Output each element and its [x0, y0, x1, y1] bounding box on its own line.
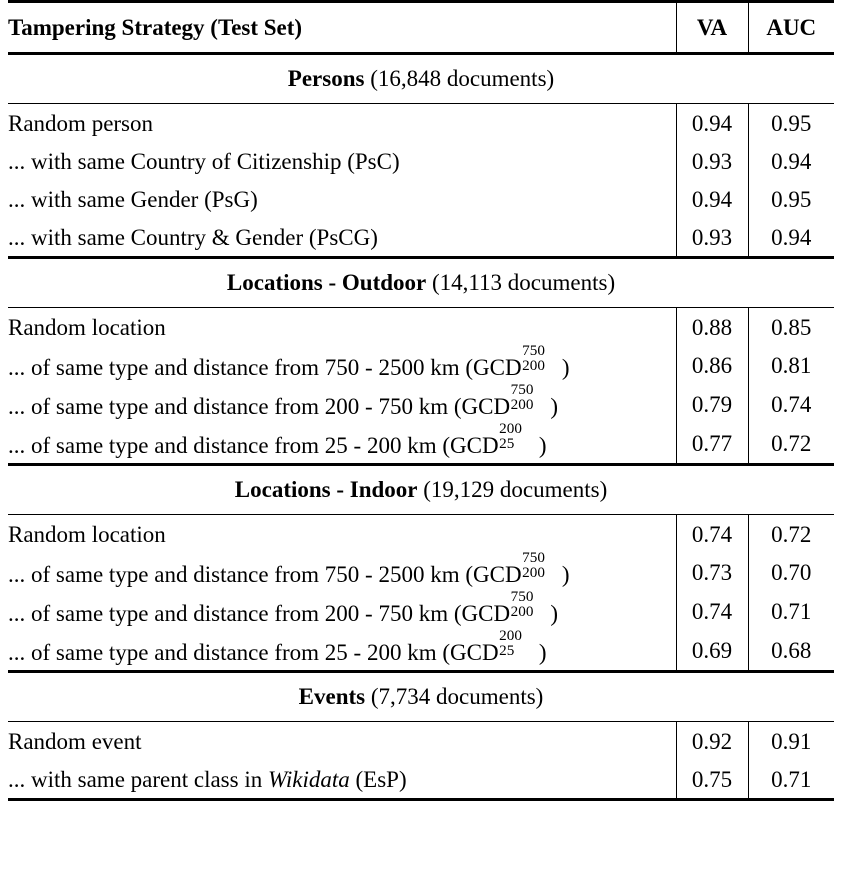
section-name: Locations - Outdoor [226, 270, 427, 295]
auc-value: 0.91 [748, 722, 834, 760]
strategy-cell [8, 308, 676, 346]
auc-value: 0.71 [748, 592, 834, 631]
strategy-label [8, 341, 570, 380]
auc-value: 0.95 [748, 104, 834, 142]
auc-value: 0.85 [748, 308, 834, 346]
table-row [8, 346, 834, 385]
auc-value: 0.94 [748, 142, 834, 180]
strategy-label-pre: ... of same type and distance from 200 - 750 km (GCD [8, 601, 511, 626]
strategy-cell [8, 626, 676, 672]
table-row [8, 631, 834, 672]
va-value: 0.88 [676, 308, 748, 346]
section-header-cell [8, 55, 834, 104]
gcd-superscript: 750 [510, 587, 534, 605]
strategy-cell [8, 380, 676, 424]
gcd-superscript: 200 [499, 626, 522, 644]
table-row [8, 592, 834, 631]
auc-value: 0.71 [748, 760, 834, 800]
strategy-label-pre: ... of same type and distance from 25 - 200 km (GCD [8, 433, 499, 458]
table-bottom-rule [8, 800, 834, 802]
strategy-label [8, 587, 558, 626]
gcd-subscript: 200 [522, 564, 545, 582]
strategy-label-post: ) [550, 394, 558, 419]
table-row [8, 218, 834, 258]
table-row [8, 722, 834, 760]
va-value: 0.75 [676, 760, 748, 800]
strategy-label-pre: ... of same type and distance from 750 - 2500 km (GCD [8, 562, 522, 587]
section-header-row [8, 259, 834, 308]
gcd-superscript: 750 [522, 548, 545, 566]
table-row [8, 385, 834, 424]
gcd-superscript: 750 [510, 380, 534, 398]
strategy-cell [8, 515, 676, 553]
auc-value: 0.70 [748, 553, 834, 592]
rule-line [8, 800, 834, 802]
strategy-label-pre: ... of same type and distance from 25 - 200 km (GCD [8, 640, 499, 665]
va-value: 0.92 [676, 722, 748, 760]
auc-value: 0.68 [748, 631, 834, 672]
strategy-label: Random event [8, 728, 142, 754]
auc-value: 0.74 [748, 385, 834, 424]
va-value: 0.74 [676, 515, 748, 553]
strategy-label: Random location [8, 314, 166, 340]
gcd-range-notation [522, 548, 562, 582]
section-header-row [8, 55, 834, 104]
section-name: Locations - Indoor [234, 477, 418, 502]
column-header-va: VA [676, 3, 748, 54]
va-value: 0.86 [676, 346, 748, 385]
va-value: 0.94 [676, 104, 748, 142]
table-row [8, 760, 834, 800]
strategy-label-pre: ... with same parent class in [8, 766, 268, 792]
strategy-label: ... with same Country & Gender (PsCG) [8, 224, 378, 250]
auc-value: 0.72 [748, 515, 834, 553]
section-document-count: (14,113 documents) [431, 270, 616, 295]
strategy-cell [8, 142, 676, 180]
va-value: 0.93 [676, 218, 748, 258]
va-value: 0.74 [676, 592, 748, 631]
section-header-cell [8, 259, 834, 308]
column-header-strategy: Tampering Strategy (Test Set) [8, 15, 303, 40]
gcd-superscript: 750 [522, 341, 545, 359]
strategy-label-pre: ... of same type and distance from 750 - 2500 km (GCD [8, 355, 522, 380]
auc-value: 0.81 [748, 346, 834, 385]
table-row [8, 180, 834, 218]
strategy-cell [8, 548, 676, 592]
section-header-cell [8, 466, 834, 515]
table-row [8, 553, 834, 592]
strategy-label [8, 767, 407, 792]
auc-value: 0.94 [748, 218, 834, 258]
gcd-range-notation [522, 341, 562, 375]
va-value: 0.79 [676, 385, 748, 424]
strategy-cell [8, 218, 676, 258]
gcd-range-notation [499, 626, 539, 660]
strategy-label-post: ) [561, 562, 570, 587]
strategy-label [8, 419, 547, 458]
va-value: 0.94 [676, 180, 748, 218]
strategy-label-post: ) [550, 601, 558, 626]
va-value: 0.93 [676, 142, 748, 180]
va-value: 0.73 [676, 553, 748, 592]
section-document-count: (7,734 documents) [370, 684, 544, 709]
section-document-count: (19,129 documents) [423, 477, 608, 502]
strategy-cell [8, 104, 676, 142]
auc-value: 0.95 [748, 180, 834, 218]
strategy-cell [8, 180, 676, 218]
gcd-subscript: 25 [499, 435, 515, 453]
gcd-range-notation [510, 587, 550, 621]
strategy-label: Random location [8, 521, 166, 547]
strategy-cell [8, 760, 676, 800]
section-header-row [8, 466, 834, 515]
table-row [8, 104, 834, 142]
strategy-label-pre: ... of same type and distance from 200 - 750 km (GCD [8, 394, 511, 419]
va-value: 0.77 [676, 424, 748, 465]
section-name: Events [298, 684, 366, 709]
auc-value: 0.72 [748, 424, 834, 465]
table-row [8, 308, 834, 346]
strategy-cell [8, 722, 676, 760]
strategy-cell [8, 419, 676, 465]
strategy-label: Random person [8, 110, 154, 136]
strategy-label-post: ) [561, 355, 570, 380]
strategy-label-post: (EsP) [349, 766, 407, 792]
gcd-subscript: 200 [522, 357, 545, 375]
section-name: Persons [287, 66, 365, 91]
strategy-label-post: ) [538, 640, 547, 665]
gcd-range-notation [499, 419, 539, 453]
gcd-superscript: 200 [499, 419, 522, 437]
gcd-subscript: 25 [499, 642, 515, 660]
table-row [8, 515, 834, 553]
gcd-range-notation [510, 380, 550, 414]
strategy-cell [8, 341, 676, 385]
strategy-label-post: ) [538, 433, 547, 458]
strategy-label [8, 626, 547, 665]
strategy-cell [8, 587, 676, 631]
gcd-subscript: 200 [510, 396, 534, 414]
strategy-label [8, 548, 570, 587]
section-header-cell [8, 673, 834, 722]
strategy-label: ... with same Country of Citizenship (PsC) [8, 148, 400, 174]
va-value: 0.69 [676, 631, 748, 672]
section-header-row [8, 673, 834, 722]
column-header-auc: AUC [748, 3, 834, 54]
table-header-row [8, 3, 834, 54]
table-row [8, 424, 834, 465]
strategy-label [8, 380, 558, 419]
results-table [8, 0, 834, 801]
strategy-label: ... with same Gender (PsG) [8, 186, 258, 212]
section-document-count: (16,848 documents) [370, 66, 555, 91]
strategy-label-emphasis: Wikidata [267, 766, 350, 792]
table-row [8, 142, 834, 180]
gcd-subscript: 200 [510, 603, 534, 621]
